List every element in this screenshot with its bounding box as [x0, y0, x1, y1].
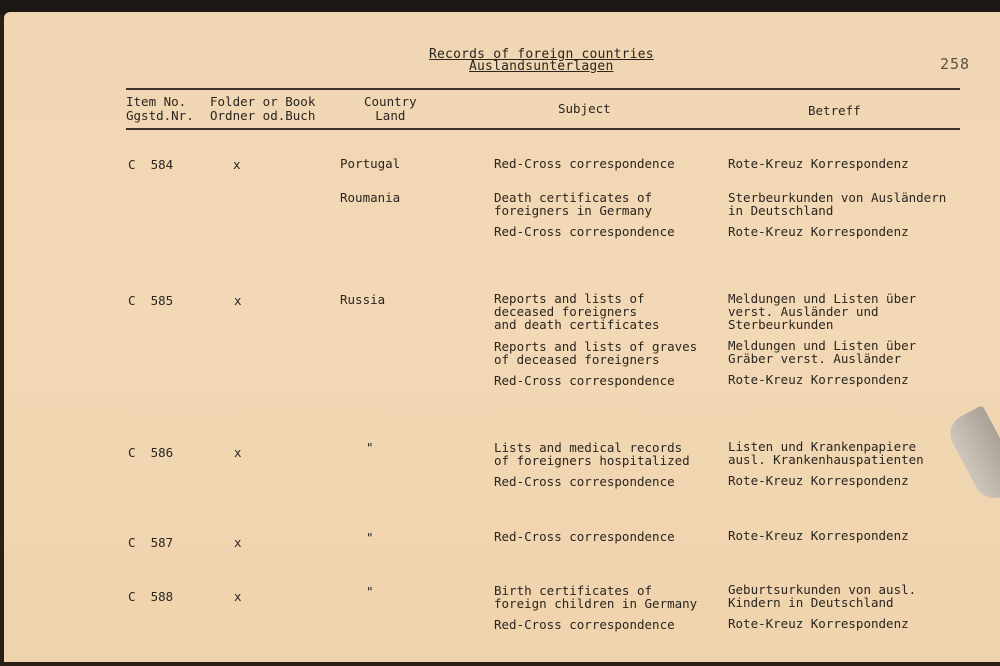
ditto-mark: " [366, 440, 374, 455]
betreff-text: Sterbeurkunden von Ausländern in Deutschland [728, 190, 947, 218]
ditto-mark: " [366, 584, 374, 599]
betreff-text: Rote-Kreuz Korrespondenz [728, 473, 909, 488]
subject-text: Red-Cross correspondence [494, 529, 675, 544]
col-header-folder-en: Folder or Book [210, 94, 316, 109]
betreff-text: Rote-Kreuz Korrespondenz [728, 528, 909, 543]
betreff-text: Meldungen und Listen über Gräber verst. Ausländer [728, 338, 917, 366]
subject-text: Reports and lists of graves of deceased foreigners [494, 339, 698, 367]
header-bottom-rule [126, 128, 960, 130]
col-header-folder [210, 95, 315, 123]
item-number: C 586 [128, 445, 174, 460]
subject-text: Red-Cross correspondence [494, 474, 675, 489]
col-header-folder-de: Ordner od.Buch [210, 108, 316, 123]
country: Portugal [340, 156, 401, 171]
col-header-country-de: Land [375, 108, 406, 123]
col-header-country-en: Country [364, 94, 417, 109]
item-number: C 584 [128, 157, 174, 172]
subject-text: Reports and lists of deceased foreigners and death certificates [494, 291, 660, 332]
country: Russia [340, 292, 386, 307]
item-number: C 585 [128, 293, 174, 308]
col-header-item-de: Ggstd.Nr. [126, 108, 194, 123]
betreff-text: Listen und Krankenpapiere ausl. Krankenhauspatienten [728, 439, 924, 467]
col-header-item [126, 95, 194, 123]
betreff-text: Rote-Kreuz Korrespondenz [728, 616, 909, 631]
col-header-country [364, 95, 417, 123]
subject-text: Red-Cross correspondence [494, 224, 675, 239]
col-header-subject: Subject [558, 101, 611, 116]
betreff-text: Rote-Kreuz Korrespondenz [728, 372, 909, 387]
subject-text: Red-Cross correspondence [494, 617, 675, 632]
title-german: Auslandsunterlagen [469, 59, 614, 74]
ditto-mark: " [366, 530, 374, 545]
betreff-text: Rote-Kreuz Korrespondenz [728, 156, 909, 171]
betreff-text: Meldungen und Listen über verst. Ausländer und Sterbeurkunden [728, 291, 917, 332]
subject-text: Lists and medical records of foreigners hospitalized [494, 440, 690, 468]
folder-mark: x [234, 589, 242, 604]
folder-mark: x [233, 157, 241, 172]
item-number: C 588 [128, 589, 174, 604]
header-top-rule [126, 88, 960, 90]
subject-text: Birth certificates of foreign children in Germany [494, 583, 698, 611]
subject-text: Red-Cross correspondence [494, 156, 675, 171]
page-number: 258 [940, 55, 971, 73]
country: Roumania [340, 190, 401, 205]
subject-text: Red-Cross correspondence [494, 373, 675, 388]
betreff-text: Geburtsurkunden von ausl. Kindern in Deutschland [728, 582, 917, 610]
subject-text: Death certificates of foreigners in Germany [494, 190, 653, 218]
betreff-text: Rote-Kreuz Korrespondenz [728, 224, 909, 239]
col-header-betreff: Betreff [808, 103, 861, 118]
title-english: Records of foreign countries [429, 47, 654, 62]
folder-mark: x [234, 293, 242, 308]
folder-mark: x [234, 535, 242, 550]
col-header-item-en: Item No. [126, 94, 187, 109]
folder-mark: x [234, 445, 242, 460]
item-number: C 587 [128, 535, 174, 550]
page-title [429, 47, 654, 74]
